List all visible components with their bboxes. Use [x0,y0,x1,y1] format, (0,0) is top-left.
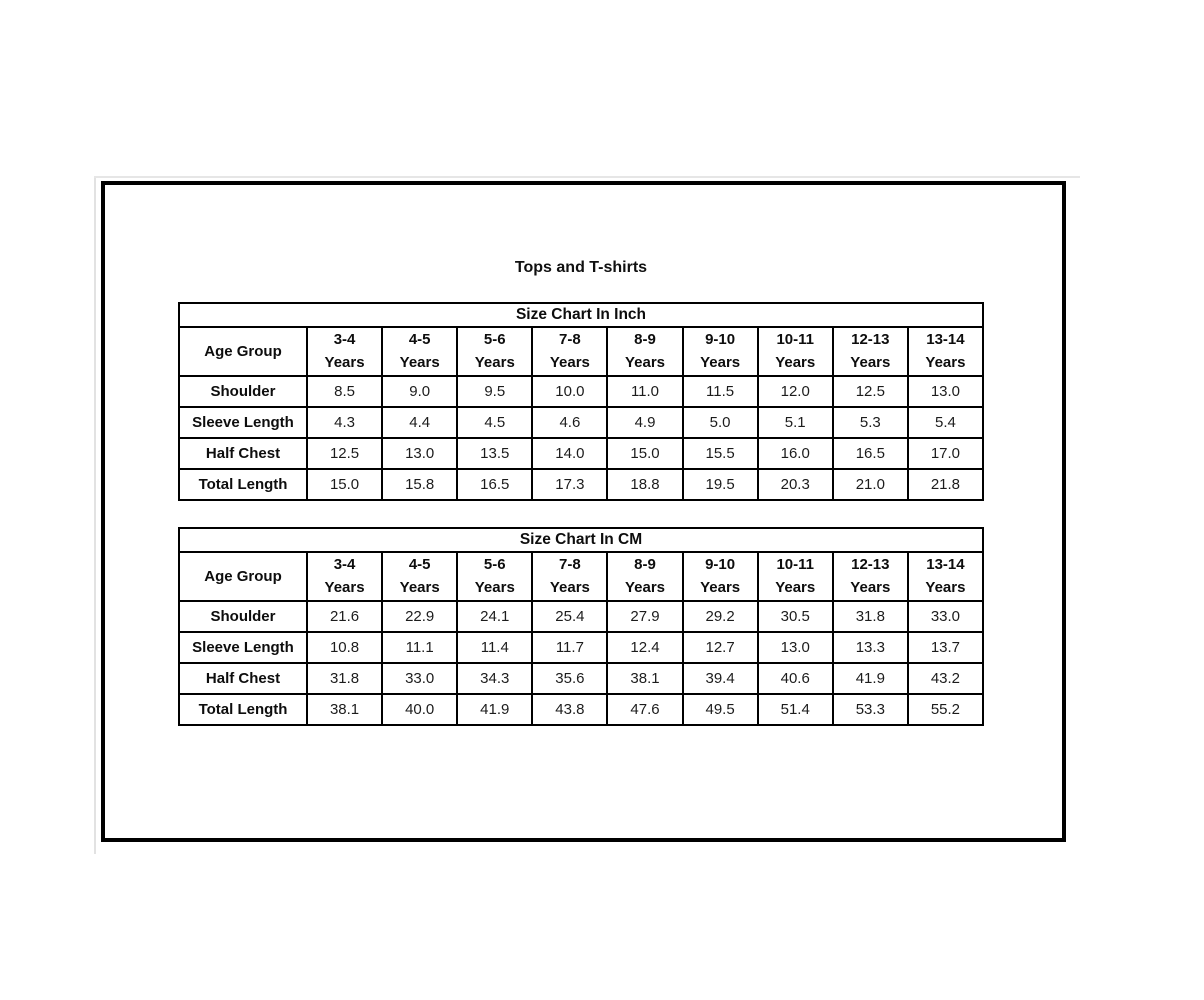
age-column-header: 7-8 Years [532,327,607,376]
value-cell: 40.0 [382,694,457,725]
table-title: Size Chart In Inch [179,303,983,327]
age-column-header: 8-9 Years [607,327,682,376]
table-row [179,632,983,663]
value-cell: 14.0 [532,438,607,469]
value-cell: 40.6 [758,663,833,694]
age-column-header: 9-10 Years [683,327,758,376]
size-chart-cm-table [178,527,984,726]
value-cell: 38.1 [607,663,682,694]
page-title: Tops and T-shirts [514,259,648,276]
row-label: Shoulder [179,601,307,632]
age-column-header: 5-6 Years [457,552,532,601]
table-row [179,438,983,469]
card-edge-top [94,176,1080,178]
value-cell: 24.1 [457,601,532,632]
row-label: Sleeve Length [179,632,307,663]
value-cell: 27.9 [607,601,682,632]
age-column-header: 3-4 Years [307,327,382,376]
value-cell: 38.1 [307,694,382,725]
value-cell: 16.5 [833,438,908,469]
value-cell: 21.6 [307,601,382,632]
row-label: Sleeve Length [179,407,307,438]
age-column-header: 13-14 Years [908,327,983,376]
age-column-header: 5-6 Years [457,327,532,376]
row-label: Shoulder [179,376,307,407]
value-cell: 12.0 [758,376,833,407]
value-cell: 31.8 [833,601,908,632]
value-cell: 34.3 [457,663,532,694]
value-cell: 15.0 [307,469,382,500]
value-cell: 13.0 [908,376,983,407]
value-cell: 17.0 [908,438,983,469]
age-column-header: 8-9 Years [607,552,682,601]
value-cell: 30.5 [758,601,833,632]
value-cell: 15.5 [683,438,758,469]
value-cell: 4.3 [307,407,382,438]
value-cell: 17.3 [532,469,607,500]
value-cell: 55.2 [908,694,983,725]
age-column-header: 12-13 Years [833,327,908,376]
value-cell: 5.4 [908,407,983,438]
row-label: Half Chest [179,438,307,469]
value-cell: 12.5 [307,438,382,469]
value-cell: 49.5 [683,694,758,725]
value-cell: 29.2 [683,601,758,632]
value-cell: 47.6 [607,694,682,725]
age-column-header: 7-8 Years [532,552,607,601]
value-cell: 4.9 [607,407,682,438]
value-cell: 9.0 [382,376,457,407]
value-cell: 5.0 [683,407,758,438]
age-group-corner-header: Age Group [179,552,307,601]
value-cell: 18.8 [607,469,682,500]
age-column-header: 13-14 Years [908,552,983,601]
table-title-row [179,528,983,552]
table-row [179,601,983,632]
table-row [179,663,983,694]
table-body [179,601,983,725]
value-cell: 11.0 [607,376,682,407]
value-cell: 5.3 [833,407,908,438]
value-cell: 21.0 [833,469,908,500]
value-cell: 41.9 [457,694,532,725]
value-cell: 12.7 [683,632,758,663]
row-label: Total Length [179,469,307,500]
value-cell: 35.6 [532,663,607,694]
value-cell: 43.8 [532,694,607,725]
age-column-header: 10-11 Years [758,327,833,376]
value-cell: 16.5 [457,469,532,500]
table-header-row [179,552,983,601]
table-title: Size Chart In CM [179,528,983,552]
value-cell: 11.4 [457,632,532,663]
size-chart-card [101,181,1066,842]
value-cell: 12.4 [607,632,682,663]
age-column-header: 4-5 Years [382,327,457,376]
value-cell: 21.8 [908,469,983,500]
age-column-header: 9-10 Years [683,552,758,601]
value-cell: 22.9 [382,601,457,632]
value-cell: 15.0 [607,438,682,469]
value-cell: 11.5 [683,376,758,407]
value-cell: 16.0 [758,438,833,469]
value-cell: 43.2 [908,663,983,694]
value-cell: 10.0 [532,376,607,407]
row-label: Half Chest [179,663,307,694]
value-cell: 13.3 [833,632,908,663]
value-cell: 4.6 [532,407,607,438]
table-title-row [179,303,983,327]
value-cell: 20.3 [758,469,833,500]
value-cell: 8.5 [307,376,382,407]
size-chart-inch-table [178,302,984,501]
age-column-header: 3-4 Years [307,552,382,601]
value-cell: 19.5 [683,469,758,500]
value-cell: 13.0 [382,438,457,469]
value-cell: 13.7 [908,632,983,663]
value-cell: 5.1 [758,407,833,438]
table-header-row [179,327,983,376]
value-cell: 53.3 [833,694,908,725]
age-group-corner-header: Age Group [179,327,307,376]
age-column-header: 12-13 Years [833,552,908,601]
value-cell: 4.5 [457,407,532,438]
table-row [179,469,983,500]
value-cell: 15.8 [382,469,457,500]
value-cell: 51.4 [758,694,833,725]
table-row [179,376,983,407]
value-cell: 33.0 [908,601,983,632]
value-cell: 13.0 [758,632,833,663]
value-cell: 41.9 [833,663,908,694]
value-cell: 13.5 [457,438,532,469]
row-label: Total Length [179,694,307,725]
age-column-header: 4-5 Years [382,552,457,601]
value-cell: 33.0 [382,663,457,694]
table-body [179,376,983,500]
value-cell: 25.4 [532,601,607,632]
value-cell: 39.4 [683,663,758,694]
value-cell: 4.4 [382,407,457,438]
value-cell: 12.5 [833,376,908,407]
age-column-header: 10-11 Years [758,552,833,601]
value-cell: 10.8 [307,632,382,663]
value-cell: 11.7 [532,632,607,663]
table-row [179,694,983,725]
card-edge-left [94,176,96,854]
table-row [179,407,983,438]
value-cell: 9.5 [457,376,532,407]
value-cell: 31.8 [307,663,382,694]
value-cell: 11.1 [382,632,457,663]
